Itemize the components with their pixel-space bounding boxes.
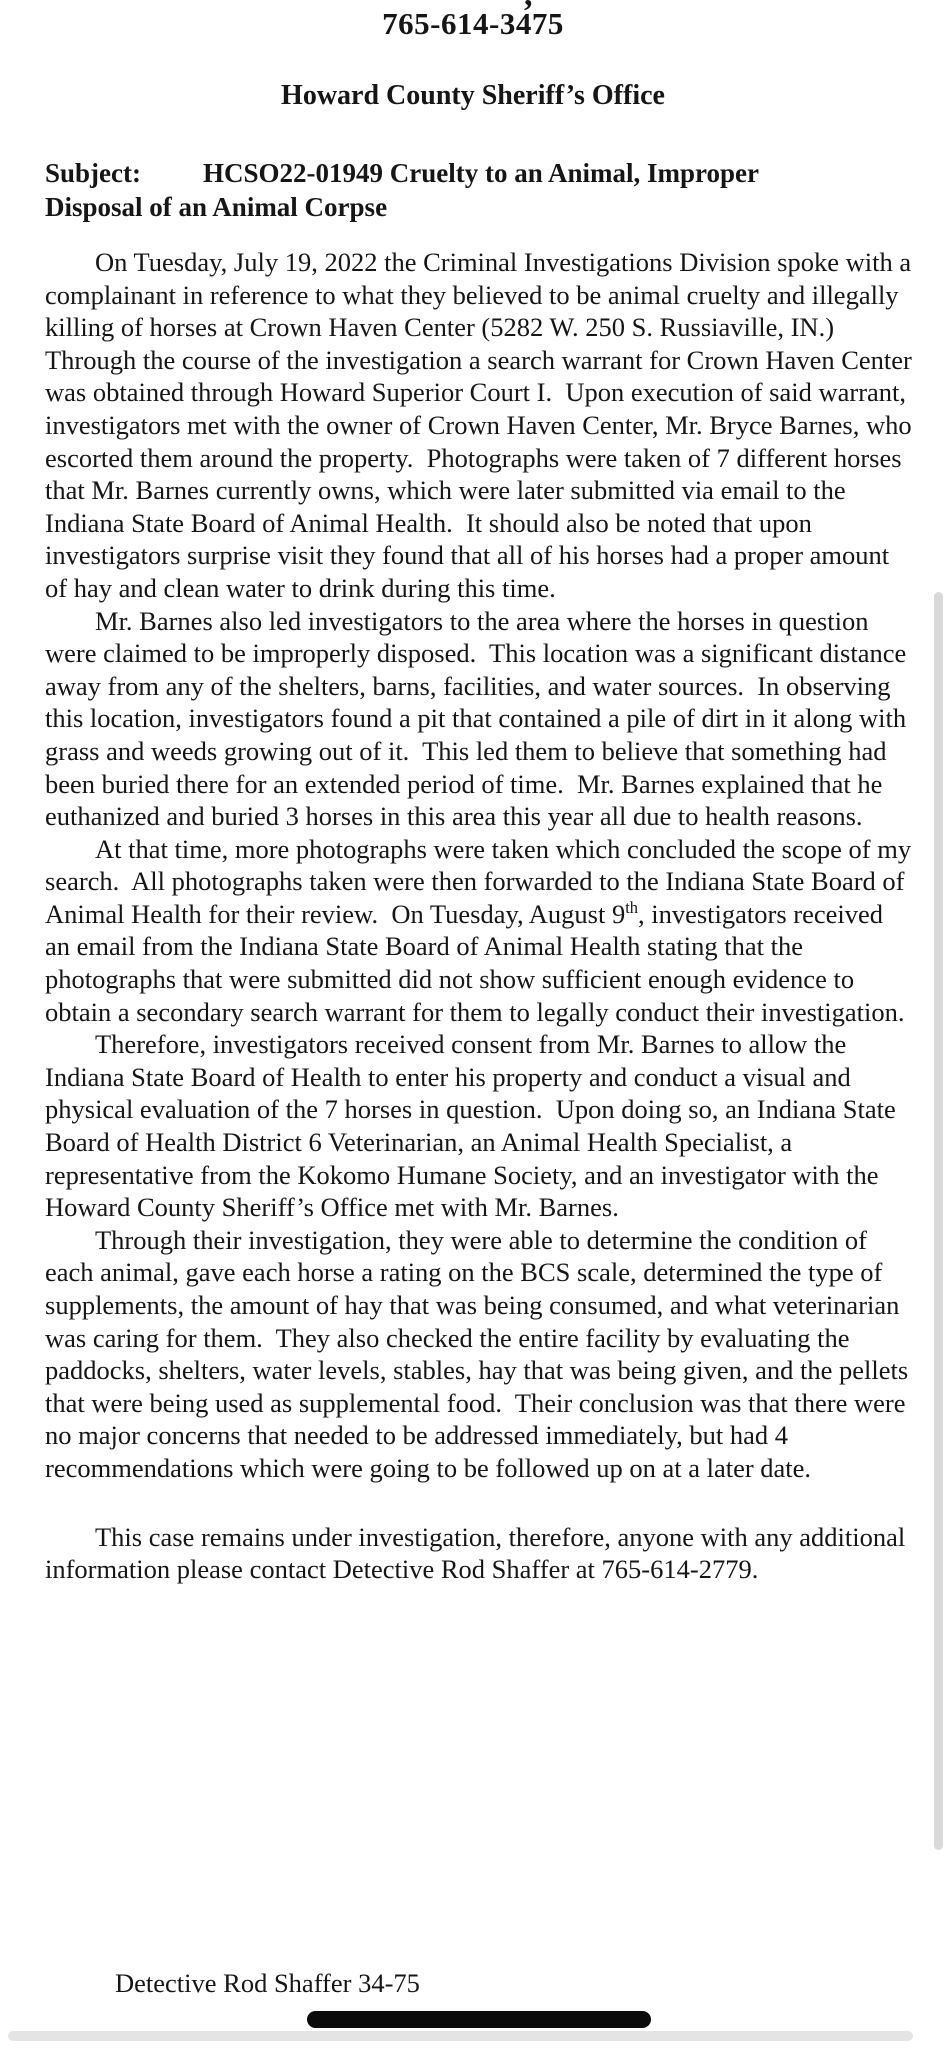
subject-line bbox=[45, 156, 913, 190]
subject-label: Subject: bbox=[45, 158, 141, 188]
paragraph-text: , investigators received an email from the Indiana State Board of Animal Health stating that the photographs that were submitted did not show sufficient enough evidence to obtain a secondary search warrant for them to legally conduct their investigation. bbox=[45, 898, 905, 1027]
bottom-divider bbox=[8, 2031, 913, 2041]
office-title: Howard County Sheriff’s Office bbox=[281, 80, 665, 111]
subject-tab-space bbox=[141, 156, 203, 190]
subject-block bbox=[45, 156, 913, 224]
redaction-bar bbox=[307, 2011, 651, 2028]
phone-number-title: 765-614-3475 bbox=[382, 6, 564, 41]
paragraph-text: This case remains under investigation, therefore, anyone with any additional information please contact Detective Rod Shaffer at 765-614-2779. bbox=[45, 1521, 912, 1585]
paragraph-1 bbox=[45, 246, 919, 605]
paragraph-text: Therefore, investigators received consent from Mr. Barnes to allow the Indiana State Board of Health to enter his property and conduct a visual and physical evaluation of the 7 horses in question. Upon doing so, an Indiana State Board of Health District 6 Veterinarian, an Animal Health Specialist, a representative from the Kokomo Humane Society, and an investigator with the Howard County Sheriff’s Office met with Mr. Barnes. bbox=[45, 1029, 903, 1223]
ordinal-superscript: th bbox=[625, 898, 638, 918]
vertical-scrollbar[interactable] bbox=[934, 592, 943, 1850]
paragraph-5 bbox=[45, 1224, 913, 1485]
document-body bbox=[45, 246, 919, 1586]
paragraph-text: Through their investigation, they were able to determine the condition of each animal, gave each horse a rating on the BCS scale, determined the type of supplements, the amount of hay that was being consumed, and what veterinarian was caring for them. They also checked the entire facility by evaluating the paddocks, shelters, water levels, stables, hay that was being given, and the pellets that were being used as supplemental food. Their conclusion was that there were no major concerns that needed to be addressed immediately, but had 4 recommendations which were going to be followed up on at a later date. bbox=[45, 1224, 915, 1483]
paragraph-4 bbox=[45, 1028, 913, 1224]
paragraph-3 bbox=[45, 833, 918, 1029]
paragraph-2 bbox=[45, 605, 913, 833]
signature-line: Detective Rod Shaffer 34-75 bbox=[115, 1968, 420, 1998]
paragraph-6 bbox=[45, 1521, 913, 1586]
paragraph-text: At that time, more photographs were taken which concluded the scope of my search. All photographs taken were then forwarded to the Indiana State Board of Animal Health for their review. On Tuesday, August 9 bbox=[45, 833, 918, 929]
paragraph-text: Mr. Barnes also led investigators to the area where the horses in question were claimed to be improperly disposed. This location was a significant distance away from any of the shelters, barns, facilities, and water sources. In observing this location, investigators found a pit that contained a pile of dirt in it along with grass and weeds growing out of it. This led them to believe that something had been buried there for an extended period of time. Mr. Barnes explained that he euthanized and buried 3 horses in this area this year all due to health reasons. bbox=[45, 605, 913, 832]
paragraph-text: On Tuesday, July 19, 2022 the Criminal Investigations Division spoke with a complainant in reference to what they believed to be animal cruelty and illegally killing of horses at Crown Haven Center (5282 W. 250 S. Russiaville, IN.) Through the course of the investigation a search warrant for Crown Haven Center was obtained through Howard Superior Court I. Upon execution of said warrant, investigators met with the owner of Crown Haven Center, Mr. Bryce Barnes, who escorted them around the property. Photographs were taken of 7 different horses that Mr. Barnes currently owns, which were later submitted via email to the Indiana State Board of Animal Health. It should also be noted that upon investigators surprise visit they found that all of his horses had a proper amount of hay and clean water to drink during this time. bbox=[45, 247, 919, 603]
subject-case-text-line2: Disposal of an Animal Corpse bbox=[45, 192, 388, 222]
subject-case-text: HCSO22-01949 Cruelty to an Animal, Improper bbox=[203, 158, 760, 188]
